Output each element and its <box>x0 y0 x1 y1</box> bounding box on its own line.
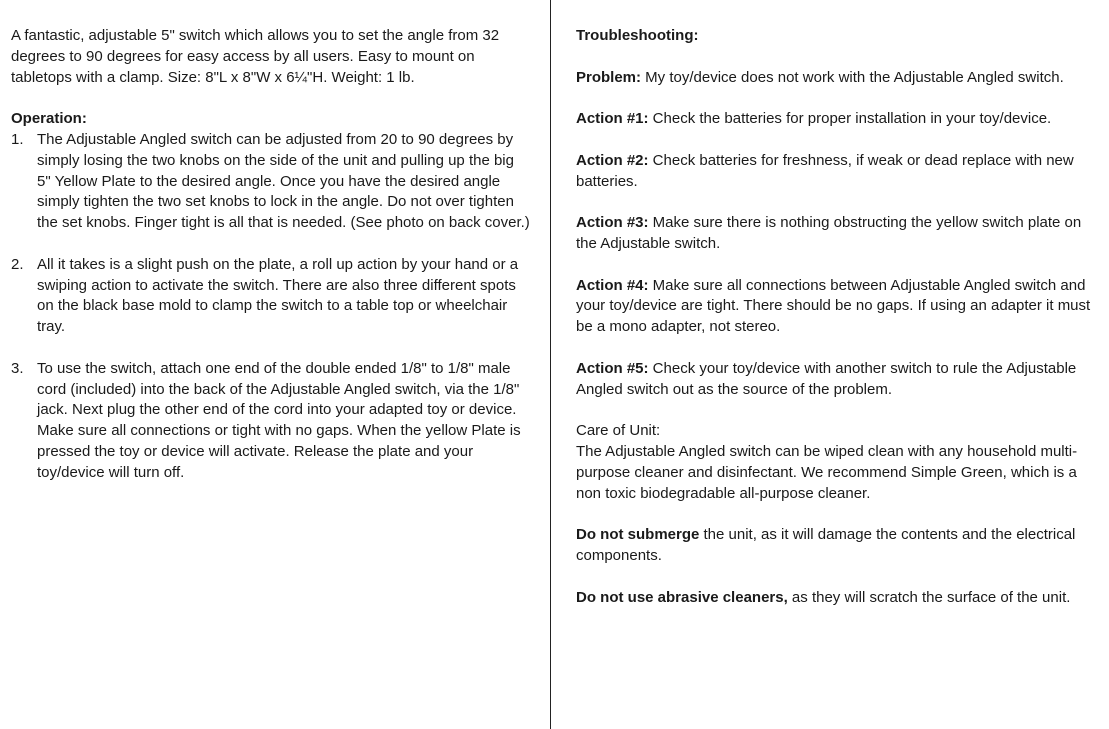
intro-paragraph: A fantastic, adjustable 5" switch which allows you to set the angle from 32 degrees to 90 degrees for easy access by all users. Easy to mount on tabletops with a clamp. Size: 8"L x 8"W x 6¼"H. Weight: 1 lb. <box>11 27 500 86</box>
problem-text: My toy/device does not work with the Adjustable Angled switch. <box>641 68 1064 86</box>
action-text: Make sure there is nothing obstructing the yellow switch plate on the Adjustable switch. <box>576 214 1082 252</box>
care-paragraph: The Adjustable Angled switch can be wiped clean with any household multi-purpose cleaner and disinfectant. We recommend Simple Green, which is a non toxic biodegradable all-purpose cleaner. <box>576 442 1078 502</box>
operation-steps <box>11 130 531 484</box>
action-text: Check the batteries for proper installation in your toy/device. <box>648 110 1052 128</box>
abrasive-label: Do not use abrasive cleaners, <box>576 588 788 606</box>
action-paragraph <box>576 359 1091 401</box>
problem-paragraph <box>576 68 1091 89</box>
action-text: Make sure all connections between Adjustable Angled switch and your toy/device are tight. There should be no gaps. If using an adapter it must be a mono adapter, not stereo. <box>576 276 1091 336</box>
action-paragraph <box>576 276 1091 338</box>
left-column <box>11 26 531 484</box>
action-label: Action #3: <box>576 214 649 232</box>
action-label: Action #2: <box>576 151 649 169</box>
column-divider <box>550 0 551 729</box>
right-column <box>576 26 1091 608</box>
step-number: 2. <box>11 255 24 273</box>
step-text: To use the switch, attach one end of the double ended 1/8" to 1/8" male cord (included) into the back of the Adjustable Angled switch, via the 1/8" jack. Next plug the other end of the cord into your adapted toy or device. Make sure all connections or tight with no gaps. When the yellow Plate is pressed the toy or device will activate. Release the plate and your toy/device will turn off. <box>37 359 521 481</box>
operation-step <box>11 359 531 484</box>
action-label: Action #4: <box>576 276 649 294</box>
step-number: 1. <box>11 130 24 148</box>
action-paragraph <box>576 109 1091 130</box>
abrasive-text: as they will scratch the surface of the unit. <box>787 588 1071 606</box>
abrasive-warning <box>576 588 1091 609</box>
troubleshooting-heading: Troubleshooting: <box>576 27 699 44</box>
operation-step <box>11 255 531 338</box>
submerge-warning <box>576 525 1091 567</box>
operation-heading: Operation: <box>11 110 87 128</box>
submerge-text: the unit, as it will damage the contents and the electrical components. <box>576 526 1076 564</box>
care-heading: Care of Unit: <box>576 422 661 440</box>
action-label: Action #1: <box>576 110 649 128</box>
action-paragraph <box>576 213 1091 255</box>
operation-step <box>11 130 531 234</box>
action-label: Action #5: <box>576 359 649 377</box>
step-text: The Adjustable Angled switch can be adjusted from 20 to 90 degrees by simply losing the two knobs on the side of the unit and pulling up the big 5" Yellow Plate to the desired angle. Once you have the desired angle simply tighten the two set knobs to lock in the angle. Do not over tighten the set knobs. Finger tight is all that is needed. (See photo on back cover.) <box>37 130 530 232</box>
submerge-label: Do not submerge <box>576 526 700 544</box>
problem-label: Problem: <box>576 68 642 86</box>
action-paragraph <box>576 151 1091 193</box>
action-text: Check batteries for freshness, if weak or dead replace with new batteries. <box>576 151 1074 190</box>
action-text: Check your toy/device with another switch to rule the Adjustable Angled switch out as the source of the problem. <box>576 359 1077 398</box>
step-text: All it takes is a slight push on the plate, a roll up action by your hand or a swiping action to activate the switch. There are also three different spots on the black base mold to clamp the switch to a table top or wheelchair tray. <box>37 255 519 336</box>
step-number: 3. <box>11 359 24 377</box>
